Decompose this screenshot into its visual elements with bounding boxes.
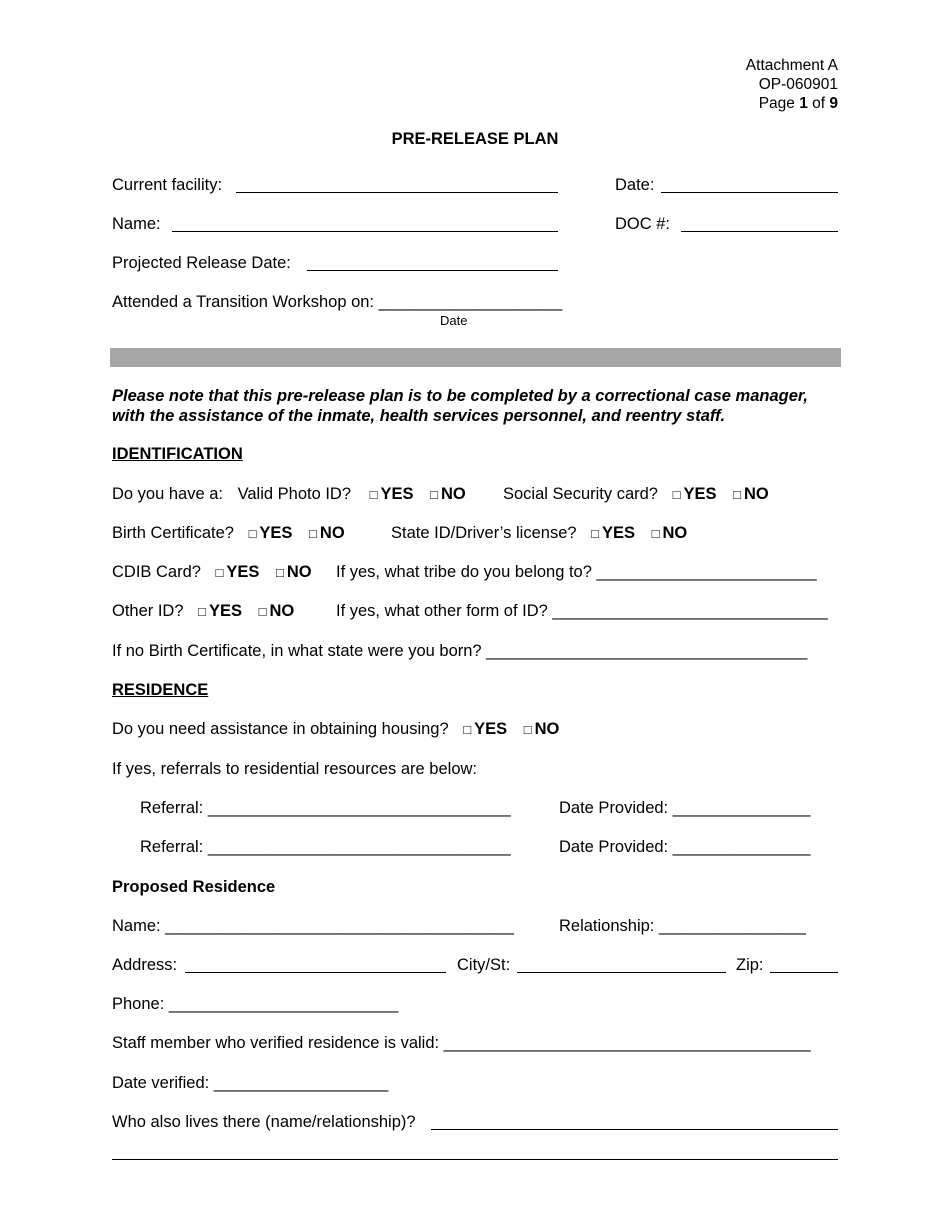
valid-photo-no-option[interactable] [430,485,466,504]
identification-heading: IDENTIFICATION [112,445,243,463]
id-row-cdib [112,563,312,582]
checkbox-icon: □ [198,604,206,619]
checkbox-icon: □ [523,722,532,737]
zip-field[interactable] [770,972,838,973]
housing-yes-option[interactable] [463,720,507,739]
checkbox-icon: □ [248,526,257,541]
checkbox-icon: □ [591,526,599,541]
yes-label: YES [208,602,243,620]
city-field[interactable] [517,972,726,973]
phone-field[interactable]: Phone: _________________________ [112,995,399,1013]
other-id-no-option[interactable] [259,602,295,621]
no-label: NO [319,524,345,542]
checkbox-icon: □ [463,722,472,737]
page-number: 1 [799,95,808,112]
zip-label: Zip: [736,956,764,974]
op-number: OP-060901 [758,76,838,93]
id-row-state-id [391,524,687,543]
document-header [746,56,838,113]
yes-label: YES [602,524,636,542]
ssn-yes-option[interactable] [673,485,717,504]
housing-question: Do you need assistance in obtaining housing? [112,720,449,738]
no-label: NO [662,524,688,542]
staff-verified-field[interactable]: Staff member who verified residence is valid: ________________________________________ [112,1034,811,1052]
state-id-yes-option[interactable] [591,524,635,543]
cdib-yes-option[interactable] [216,563,260,582]
checkbox-icon: □ [672,487,681,502]
page-prefix: Page [758,95,800,112]
id-row-other [112,602,294,621]
referrals-intro: If yes, referrals to residential resources are below: [112,760,477,778]
name-field[interactable] [172,231,558,232]
birth-cert-yes-option[interactable] [249,524,293,543]
page-of: of [807,95,830,112]
instruction-note [112,386,808,426]
date-provided-1-field[interactable]: Date Provided: _______________ [559,799,811,817]
checkbox-icon: □ [309,526,317,541]
proposed-residence-heading: Proposed Residence [112,878,276,896]
address-label: Address: [112,956,178,974]
yes-label: YES [380,485,414,503]
birth-state-question[interactable]: If no Birth Certificate, in what state were you born? ___________________________________ [112,642,808,660]
who-lives-label: Who also lives there (name/relationship)? [112,1113,416,1131]
yes-label: YES [226,563,260,581]
have-a-label: Do you have a: [112,485,223,503]
residence-name-field[interactable]: Name: ______________________________________ [112,917,514,935]
cdib-no-option[interactable] [276,563,312,582]
id-row-photo [112,485,466,504]
projected-release-label: Projected Release Date: [112,254,291,272]
page-title: PRE-RELEASE PLAN [391,130,559,148]
cdib-label: CDIB Card? [112,563,201,581]
doc-label: DOC #: [615,215,671,233]
other-id-form-question[interactable]: If yes, what other form of ID? ______________________________ [336,602,828,620]
id-row-ssn [503,485,769,504]
no-label: NO [534,720,560,738]
no-label: NO [743,485,769,503]
page-indicator [746,94,838,113]
ssn-no-option[interactable] [733,485,769,504]
birth-cert-label: Birth Certificate? [112,524,234,542]
checkbox-icon: □ [430,487,438,502]
birth-cert-no-option[interactable] [309,524,345,543]
housing-no-option[interactable] [524,720,560,739]
other-id-yes-option[interactable] [198,602,242,621]
tribe-question[interactable]: If yes, what tribe do you belong to? ________________________ [336,563,817,581]
who-lives-field-continuation[interactable] [112,1159,838,1160]
housing-row [112,720,559,739]
date-field[interactable] [661,192,838,193]
referral-2-field[interactable]: Referral: _________________________________ [140,838,511,856]
checkbox-icon: □ [276,565,284,580]
projected-release-field[interactable] [307,270,558,271]
current-facility-field[interactable] [236,192,558,193]
valid-photo-label: Valid Photo ID? [237,485,352,503]
checkbox-icon: □ [651,526,660,541]
state-id-label: State ID/Driver’s license? [391,524,577,542]
checkbox-icon: □ [215,565,224,580]
referral-1-field[interactable]: Referral: _________________________________ [140,799,511,817]
attachment-label: Attachment A [745,57,838,74]
note-line-1: Please note that this pre-release plan is to be completed by a correctional case manager, [112,387,809,405]
doc-field[interactable] [681,231,838,232]
yes-label: YES [474,720,508,738]
social-security-label: Social Security card? [503,485,658,503]
relationship-field[interactable]: Relationship: ________________ [559,917,806,935]
city-label: City/St: [457,956,511,974]
attended-date-caption: Date [440,313,468,328]
id-row-birth-cert [112,524,345,543]
section-divider-bar [110,348,841,367]
yes-label: YES [683,485,717,503]
note-line-2: with the assistance of the inmate, health services personnel, and reentry staff. [112,407,726,425]
checkbox-icon: □ [258,604,267,619]
address-field[interactable] [185,972,446,973]
yes-label: YES [259,524,293,542]
no-label: NO [269,602,295,620]
current-facility-label: Current facility: [112,176,223,194]
who-lives-field[interactable] [431,1129,838,1130]
attended-workshop-line[interactable]: Attended a Transition Workshop on: ____________________ [112,293,563,311]
page-total: 9 [829,95,838,112]
state-id-no-option[interactable] [652,524,688,543]
checkbox-icon: □ [733,487,741,502]
name-label: Name: [112,215,161,233]
valid-photo-yes-option[interactable] [370,485,414,504]
no-label: NO [286,563,312,581]
date-provided-2-field[interactable]: Date Provided: _______________ [559,838,811,856]
date-label: Date: [615,176,655,194]
no-label: NO [440,485,466,503]
other-id-label: Other ID? [112,602,184,620]
checkbox-icon: □ [369,487,378,502]
date-verified-field[interactable]: Date verified: ___________________ [112,1074,389,1092]
residence-heading: RESIDENCE [112,681,209,699]
